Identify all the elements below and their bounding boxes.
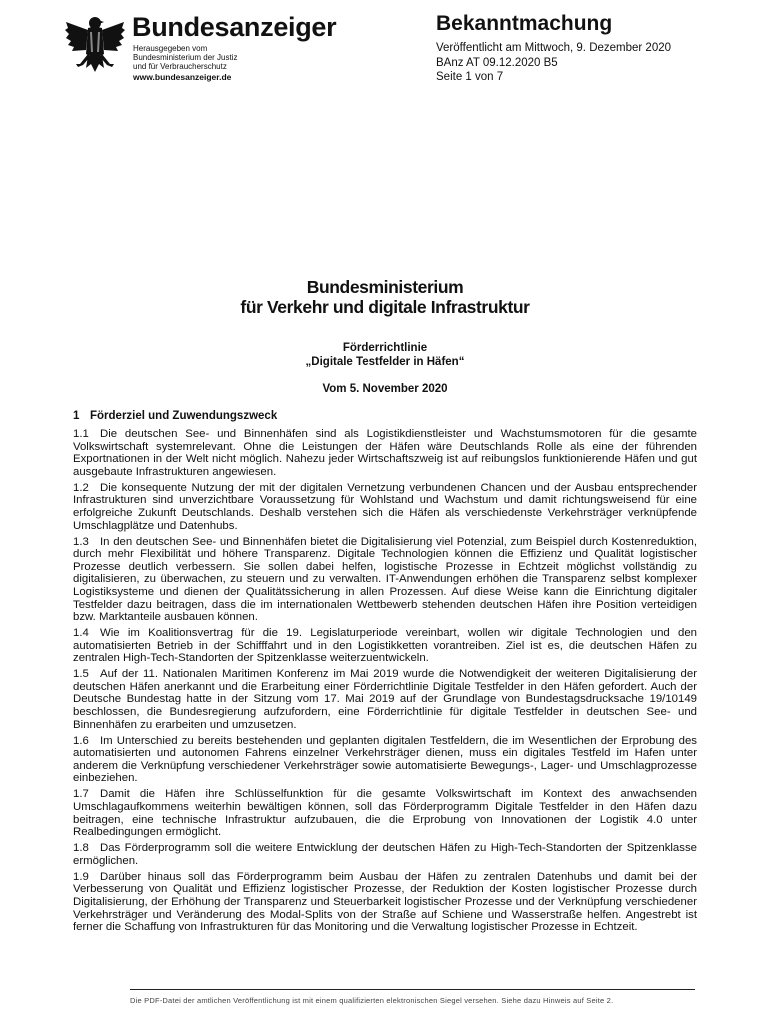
paragraph-number: 1.8 bbox=[73, 842, 89, 855]
paragraph-text: Im Unterschied zu bereits bestehenden und geplanten digitalen Testfeldern, die im Wesentlichen der Erprobung des automatisierten und autonomen Fahrens einzelner Verkehrsträger dienen, muss ein digitales Testfeld im Hafen unter anderem die Verknüpfung verschiedener Verkehrsträger sowie automatisierte Bewegungs-, Lager- und Umschlagprozesse einbeziehen. bbox=[73, 734, 697, 785]
reference-number: BAnz AT 09.12.2020 B5 bbox=[436, 56, 558, 69]
paragraph bbox=[73, 428, 697, 478]
paragraph bbox=[73, 842, 697, 867]
paragraph-number: 1.9 bbox=[73, 870, 89, 883]
ministry-title bbox=[0, 277, 770, 317]
publisher-line: Herausgegeben vom bbox=[133, 44, 208, 53]
paragraph-text: Darüber hinaus soll das Förderprogramm beim Ausbau der Häfen zu zentralen Datenhubs und damit bei der Verbesserung von Qualität und Effizienz logistischer Prozesse, der Reduktion der Kosten logistischer Prozesse durch Digitalisierung, der Erhöhung der Transparenz und Steuerbarkeit logistischer Prozesse und der Verknüpfung verschiedener Verkehrsträger und Veränderung des Modal-Splits von der Straße auf Schiene und Wasserstraße helfen. Angestrebt ist ferner die Schaffung von Infrastrukturen für das Monitoring und die Verwaltung logistischer Prozesse in Echtzeit. bbox=[73, 870, 697, 934]
paragraph-text: Die deutschen See- und Binnenhäfen sind als Logistikdienstleister und Wachstumsmotoren für die gesamte Volkswirtschaft systemrelevant. Ohne die Leistungen der Häfen wäre Deutschlands Rolle als eine der führenden Exportnationen in der Welt nicht möglich. Nahezu jeder Wirtschaftszweig ist auf reibungslos funktionierende Häfen und gut ausgebaute Infrastrukturen angewiesen. bbox=[73, 428, 697, 478]
page-indicator: Seite 1 von 7 bbox=[436, 71, 504, 83]
paragraph-text: Wie im Koalitionsvertrag für die 19. Legislaturperiode vereinbart, wollen wir digitale Technologien und den automatisierten Betrieb in der Schifffahrt und in den Logistikketten vorantreiben. Ziel ist es, die deutschen Häfen zu zentralen High-Tech-Standorten der Spitzenklasse weiterzuentwickeln. bbox=[73, 627, 697, 665]
publication-meta bbox=[436, 41, 671, 85]
publisher-line: Bundesministerium der Justiz bbox=[133, 53, 238, 62]
paragraph-number: 1.2 bbox=[73, 481, 89, 494]
section-number: 1 bbox=[73, 410, 80, 422]
paragraph bbox=[73, 668, 697, 731]
paragraph-number: 1.4 bbox=[73, 627, 89, 640]
section-heading-text: Förderziel und Zuwendungszweck bbox=[90, 410, 278, 422]
paragraph-number: 1.6 bbox=[73, 734, 89, 747]
guideline-title bbox=[0, 341, 770, 369]
paragraph-text: Damit die Häfen ihre Schlüsselfunktion für die gesamte Volkswirtschaft im Kontext des anwachsenden Umschlagaufkommens weiterhin bewältigen können, soll das Förderprogramm Digitale Testfelder in den Häfen dazu beitragen, eine technische Infrastruktur aufzubauen, die die Erprobung von Innovationen der Logistik 4.0 unter Realbedingungen ermöglicht. bbox=[73, 788, 697, 839]
document-date: Vom 5. November 2020 bbox=[322, 383, 448, 395]
publisher-line: und für Verbraucherschutz bbox=[133, 62, 227, 71]
doc-title: „Digitale Testfelder in Häfen“ bbox=[305, 356, 465, 368]
paragraph bbox=[73, 482, 697, 532]
paragraph-number: 1.5 bbox=[73, 668, 89, 681]
paragraph bbox=[73, 627, 697, 665]
ministry-line: für Verkehr und digitale Infrastruktur bbox=[240, 297, 530, 317]
brand-title: Bundesanzeiger bbox=[132, 12, 337, 42]
paragraph-number: 1.1 bbox=[73, 428, 89, 440]
paragraph bbox=[73, 788, 697, 838]
paragraph-text: In den deutschen See- und Binnenhäfen bietet die Digitalisierung viel Potenzial, zum Beispiel durch Kostenreduktion, durch mehr Flexibilität und höhere Transparenz. Digitale Technologien können die Effizienz und Qualität logistischer Prozesse deutlich verbessern. Sie sollen dabei helfen, logistische Prozesse in Echtzeit möglichst vollständig zu digitalisieren, zu überwachen, zu steuern und zu verwalten. IT-Anwendungen erhöhen die Transparenz selbst komplexer Logistiksysteme und dienen der Qualitätssicherung in allen Prozessen. Auf diese Weise kann die Einrichtung digitaler Testfelder dazu beitragen, dass die im internationalen Wettbewerb stehenden deutschen Häfen ihre Position verteidigen bzw. Marktanteile ausbauen können. bbox=[73, 535, 697, 624]
ministry-line: Bundesministerium bbox=[306, 277, 464, 297]
paragraph bbox=[73, 735, 697, 785]
notice-kind: Bekanntmachung bbox=[436, 12, 613, 35]
paragraph-number: 1.3 bbox=[73, 535, 89, 548]
paragraph-text: Die konsequente Nutzung der mit der digitalen Vernetzung verbundenen Chancen und der Ausbau entsprechender Infrastrukturen sind unverzichtbare Voraussetzung für Wohlstand und Wachstum und damit richtungsweisend für eine erfolgreiche Zukunft Deutschlands. Deshalb verstehen sich die Häfen als verschiedenste Verkehrsträger verknüpfende Umschlagplätze und Datenhubs. bbox=[73, 481, 697, 532]
section-body bbox=[73, 428, 697, 937]
paragraph-number: 1.7 bbox=[73, 788, 89, 801]
paragraph bbox=[73, 871, 697, 934]
publisher-info bbox=[133, 44, 313, 71]
federal-eagle-icon bbox=[64, 14, 126, 78]
paragraph bbox=[73, 536, 697, 624]
paragraph-text: Auf der 11. Nationalen Maritimen Konferenz im Mai 2019 wurde die Notwendigkeit der weiteren Digitalisierung der deutschen Häfen anerkannt und die Erarbeitung einer Förderrichtlinie Digitale Testfelder in den Häfen gefordert. Auch der Deutsche Bundestag hatte in der Sitzung vom 17. Mai 2019 auf der Grundlage von Bundestagsdrucksache 19/10149 beschlossen, die Bundesregierung aufzufordern, eine Förderrichtlinie für digitale Testfelder in deutschen See- und Binnenhäfen zu erarbeiten und umzusetzen. bbox=[73, 668, 697, 731]
footer-note: Die PDF-Datei der amtlichen Veröffentlichung ist mit einem qualifizierten elektronischen Siegel versehen. Siehe dazu Hinweis auf Seite 2. bbox=[130, 996, 614, 1005]
website-link[interactable]: www.bundesanzeiger.de bbox=[133, 72, 232, 82]
paragraph-text: Das Förderprogramm soll die weitere Entwicklung der deutschen Häfen zu High-Tech-Standorten der Spitzenklasse ermöglichen. bbox=[73, 842, 697, 867]
published-date: Veröffentlicht am Mittwoch, 9. Dezember 2020 bbox=[436, 42, 672, 54]
footer-divider bbox=[130, 989, 695, 990]
section-heading bbox=[73, 410, 277, 422]
doc-type: Förderrichtlinie bbox=[342, 342, 428, 354]
